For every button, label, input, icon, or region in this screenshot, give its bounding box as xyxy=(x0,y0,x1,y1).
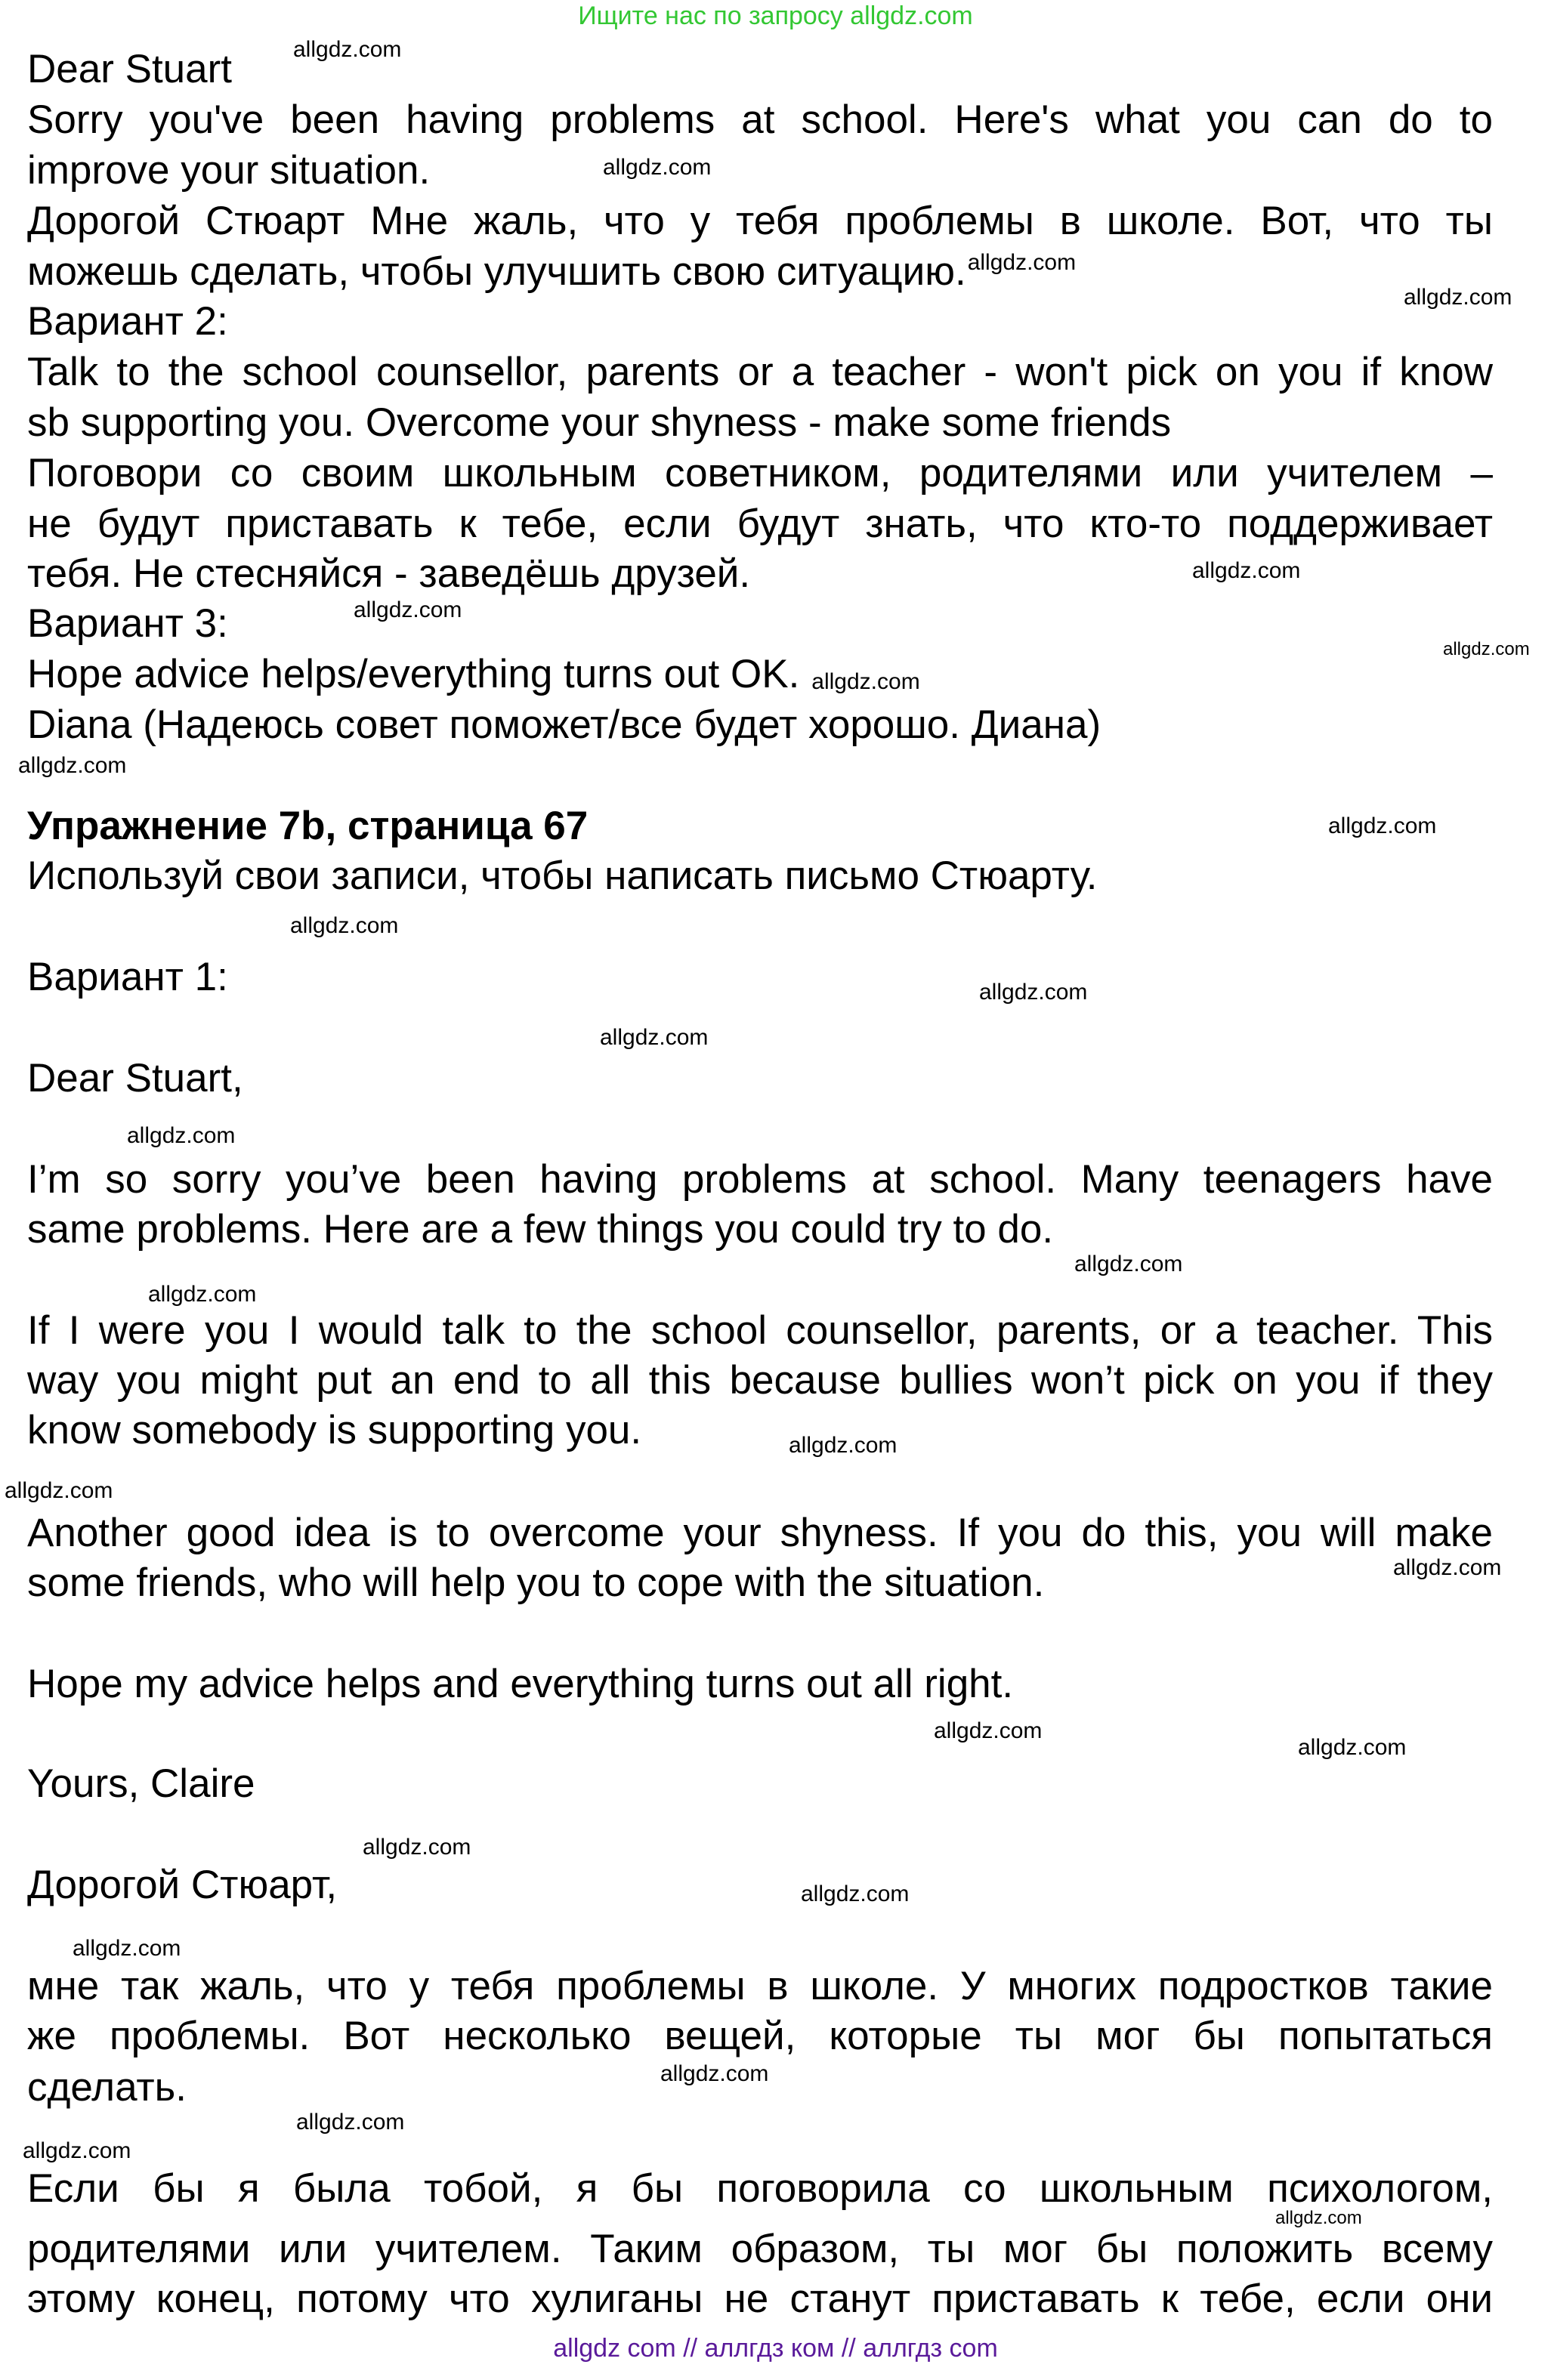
text-line: Sorry you've been having problems at school. Here's what you can do to xyxy=(27,97,1493,142)
watermark: allgdz.com xyxy=(290,913,399,938)
text-line: Если бы я была тобой, я бы поговорила со школьным психологом, xyxy=(27,2166,1493,2211)
watermark: allgdz.com xyxy=(1404,285,1512,310)
text-line: some friends, who will help you to cope with the situation. xyxy=(27,1560,1045,1605)
watermark: allgdz.com xyxy=(1275,2208,1362,2228)
text-line: Yours, Claire xyxy=(27,1761,255,1806)
watermark: allgdz.com xyxy=(811,669,920,694)
watermark: allgdz.com xyxy=(801,1881,910,1906)
text-line: Hope my advice helps and everything turns out all right. xyxy=(27,1662,1014,1706)
watermark: allgdz.com xyxy=(148,1282,257,1307)
watermark: allgdz.com xyxy=(354,597,462,622)
watermark: allgdz.com xyxy=(1393,1555,1502,1580)
text-line: этому конец, потому что хулиганы не станут приставать к тебе, если они xyxy=(27,2277,1493,2321)
text-line: If I were you I would talk to the school counsellor, parents, or a teacher. This xyxy=(27,1308,1493,1353)
watermark: allgdz.com xyxy=(934,1718,1043,1743)
text-line: I’m so sorry you’ve been having problems at school. Many teenagers have xyxy=(27,1157,1493,1202)
watermark: allgdz.com xyxy=(1192,558,1301,583)
watermark: allgdz.com xyxy=(73,1936,181,1961)
watermark: allgdz.com xyxy=(789,1433,898,1458)
watermark: allgdz.com xyxy=(1298,1735,1407,1760)
text-line: Вариант 3: xyxy=(27,601,228,646)
text-line: тебя. Не стесняйся - заведёшь друзей. xyxy=(27,551,751,596)
watermark: allgdz.com xyxy=(23,2138,131,2163)
text-line: way you might put an end to all this because bullies won’t pick on you if they xyxy=(27,1358,1493,1403)
text-line: improve your situation. xyxy=(27,148,431,193)
watermark: allgdz.com xyxy=(660,2061,769,2086)
text-line: Вариант 2: xyxy=(27,299,228,344)
text-line: Diana (Надеюсь совет поможет/все будет хорошо. Диана) xyxy=(27,702,1101,747)
watermark: allgdz.com xyxy=(979,980,1088,1005)
watermark: allgdz.com xyxy=(600,1025,709,1050)
text-line: Дорогой Стюарт Мне жаль, что у тебя проблемы в школе. Вот, что ты xyxy=(27,199,1493,243)
watermark: allgdz.com xyxy=(603,155,712,180)
watermark: allgdz.com xyxy=(1443,639,1530,659)
text-line: же проблемы. Вот несколько вещей, которые ты мог бы попытаться xyxy=(27,2014,1493,2058)
watermark: allgdz.com xyxy=(127,1123,236,1148)
search-banner: Ищите нас по запросу allgdz.com xyxy=(578,2,973,30)
text-line: Дорогой Стюарт, xyxy=(27,1863,338,1907)
watermark: allgdz.com xyxy=(293,37,402,62)
watermark: allgdz.com xyxy=(363,1835,471,1860)
watermark: allgdz.com xyxy=(296,2110,405,2135)
text-line xyxy=(27,249,1493,294)
text-line: Поговори со своим школьным советником, родителями или учителем – xyxy=(27,451,1493,495)
watermark: allgdz.com xyxy=(5,1478,113,1503)
text-line: sb supporting you. Overcome your shyness - make some friends xyxy=(27,400,1172,445)
text-line-content: можешь сделать, чтобы улучшить свою ситуацию. xyxy=(27,249,966,294)
text-line: Вариант 1: xyxy=(27,955,228,999)
watermark: allgdz.com xyxy=(967,250,1077,275)
exercise-heading: Упражнение 7b, страница 67 xyxy=(27,804,589,848)
text-line: мне так жаль, что у тебя проблемы в школе. У многих подростков такие xyxy=(27,1964,1493,2008)
watermark: allgdz.com xyxy=(18,753,127,778)
text-line: Dear Stuart xyxy=(27,47,233,91)
footer-links: allgdz com // аллгдз ком // аллгдз com xyxy=(553,2334,998,2363)
text-line: родителями или учителем. Таким образом, ты мог бы положить всему xyxy=(27,2227,1493,2271)
text-line: Dear Stuart, xyxy=(27,1056,243,1100)
watermark: allgdz.com xyxy=(1328,813,1437,838)
watermark: allgdz.com xyxy=(1074,1252,1183,1276)
text-line: не будут приставать к тебе, если будут знать, что кто-то поддерживает xyxy=(27,502,1493,546)
text-line: know somebody is supporting you. xyxy=(27,1408,642,1452)
text-line: Используй свои записи, чтобы написать письмо Стюарту. xyxy=(27,854,1098,898)
text-line: same problems. Here are a few things you could try to do. xyxy=(27,1207,1054,1252)
text-line xyxy=(27,654,1493,694)
text-line: сделать. xyxy=(27,2065,187,2110)
text-line: Talk to the school counsellor, parents or a teacher - won't pick on you if know xyxy=(27,350,1493,394)
text-line-content: Hope advice helps/everything turns out OK. xyxy=(27,652,800,696)
text-line: Another good idea is to overcome your shyness. If you do this, you will make xyxy=(27,1511,1493,1555)
